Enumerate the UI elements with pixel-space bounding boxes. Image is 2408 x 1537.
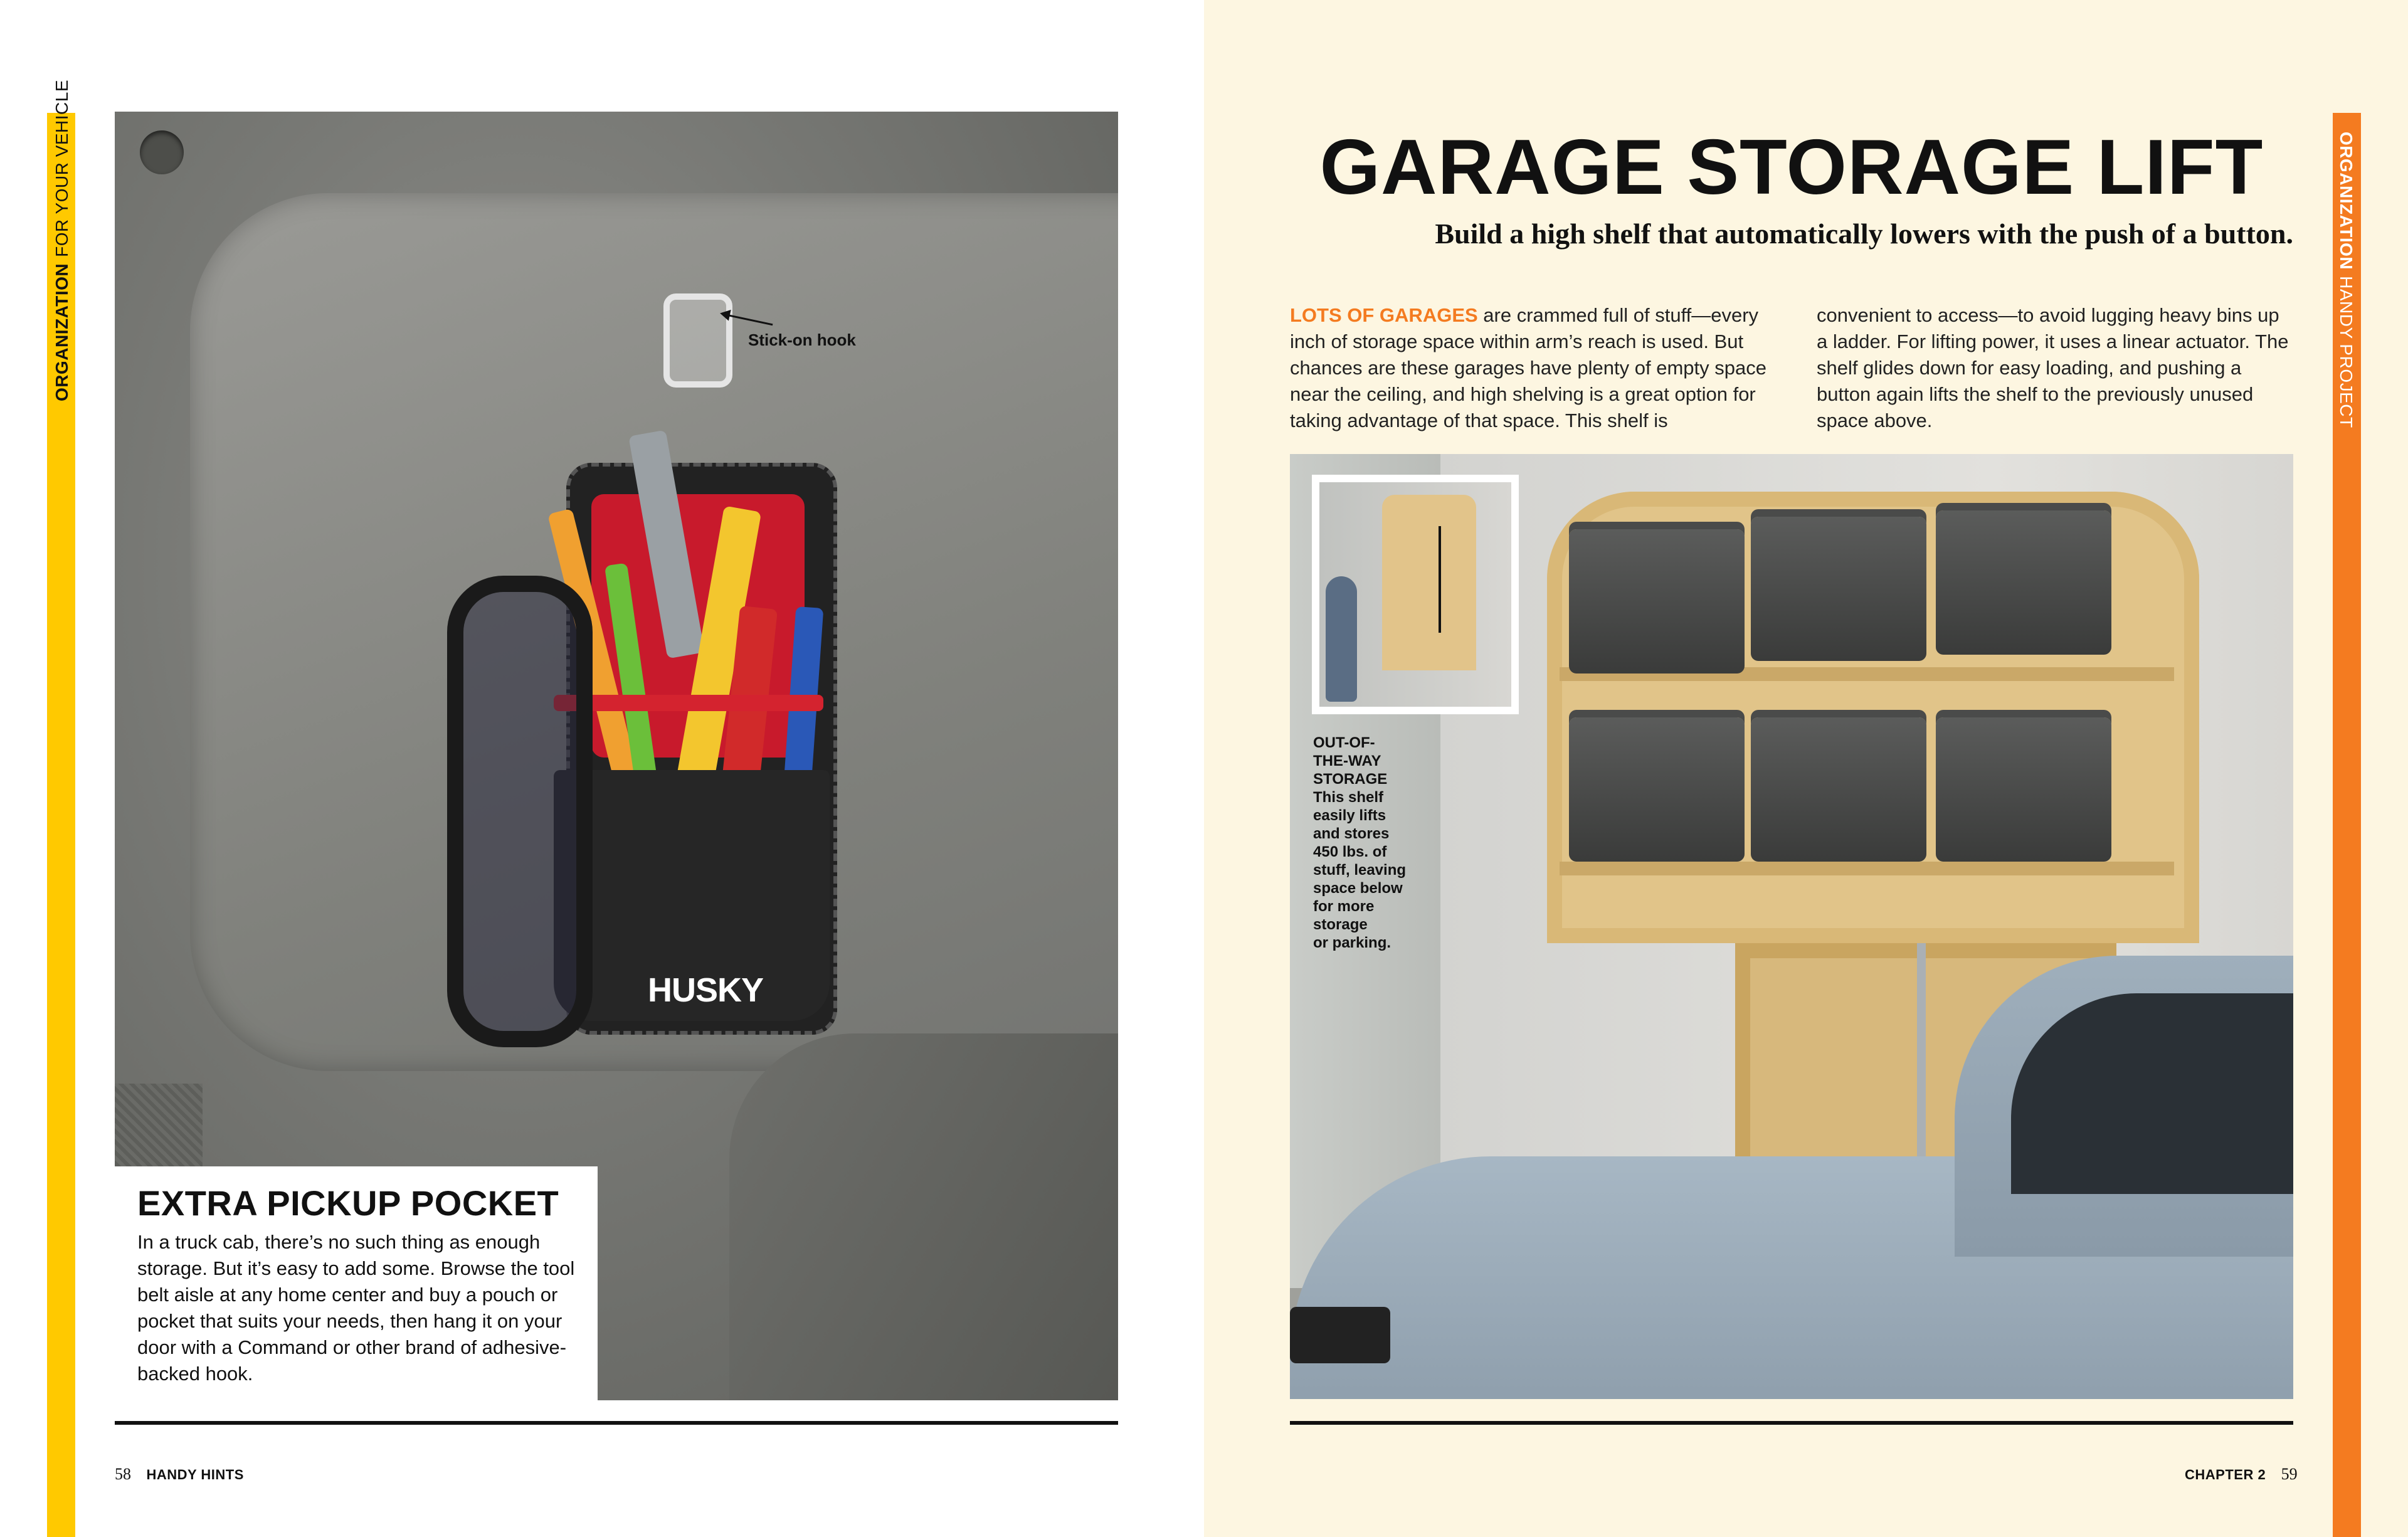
storage-bin: [1936, 510, 2111, 655]
article-subtitle: Build a high shelf that automatically lowers with the push of a button.: [1435, 218, 2293, 250]
intro-text: [1290, 302, 2293, 434]
left-running-head: HANDY HINTS: [146, 1467, 244, 1482]
right-page-number: 59: [2281, 1465, 2298, 1483]
storage-bin: [1751, 717, 1926, 862]
right-folio: [2185, 1465, 2298, 1484]
storage-bin: [1751, 517, 1926, 661]
storage-bin: [1569, 717, 1745, 862]
door-handle-recess: [729, 1033, 1118, 1400]
storage-bin: [1569, 529, 1745, 673]
suv-headlight: [1290, 1307, 1390, 1363]
cabinet-shelf: [1560, 862, 2174, 875]
inset-person: [1326, 576, 1357, 702]
inset-caption: [1313, 734, 1413, 952]
inset-caption-body: This shelf easily lifts and stores 450 lbs. of stuff, leaving space below for more storage or parking.: [1313, 789, 1407, 951]
inset-caption-title: OUT-OF- THE-WAY STORAGE: [1313, 734, 1388, 788]
up-down-arrow-icon: [1439, 526, 1441, 633]
pouch-elastic-band: [554, 695, 823, 711]
pouch-front-pocket: [554, 770, 830, 1021]
inset-photo: [1319, 482, 1511, 707]
right-section-label: ORGANIZATIONHANDY PROJECT: [2337, 132, 2356, 428]
door-bolt: [140, 130, 184, 174]
sunglasses: [447, 576, 593, 1047]
suv: [1290, 956, 2293, 1399]
left-section-label: ORGANIZATIONFOR YOUR VEHICLE: [52, 79, 71, 401]
left-footer-rule: [115, 1421, 1118, 1425]
storage-bin: [1936, 717, 2111, 862]
intro-body: are crammed full of stuff—every inch of storage space within arm’s reach is used. But chances are these garages have plenty of empty space near the ceiling, and high shelving is a great option for taking advantage of that space. This shelf is convenient to access—to avoid lugging heavy bins up a ladder. For lifting power, it uses a linear actuator. The shelf glides down for easy loading, and pushing a button again lifts the shelf to the previously unused space above.: [1290, 304, 2289, 431]
intro-lead: LOTS OF GARAGES: [1290, 304, 1478, 326]
article-title: GARAGE STORAGE LIFT: [1319, 124, 2264, 211]
husky-logo: HUSKY: [648, 971, 764, 1009]
inset-cabinet-lowered: [1382, 495, 1476, 670]
sidebar-body: In a truck cab, there’s no such thing as enough storage. But it’s easy to add some. Browse the tool belt aisle at any home center and buy a pouch or pocket that suits your needs, then hang it on your door with a Command or other brand of adhesive-backed hook.: [137, 1231, 575, 1385]
left-page-number: 58: [115, 1465, 131, 1483]
sidebar-box: [115, 1166, 598, 1400]
inset-photo-frame: [1312, 475, 1519, 714]
left-folio: [115, 1465, 244, 1484]
sidebar-title: EXTRA PICKUP POCKET: [137, 1183, 559, 1223]
tool-pouch: [491, 413, 842, 1027]
right-running-head: CHAPTER 2: [2185, 1467, 2266, 1482]
hook-callout-label: Stick-on hook: [748, 330, 856, 349]
right-footer-rule: [1290, 1421, 2293, 1425]
